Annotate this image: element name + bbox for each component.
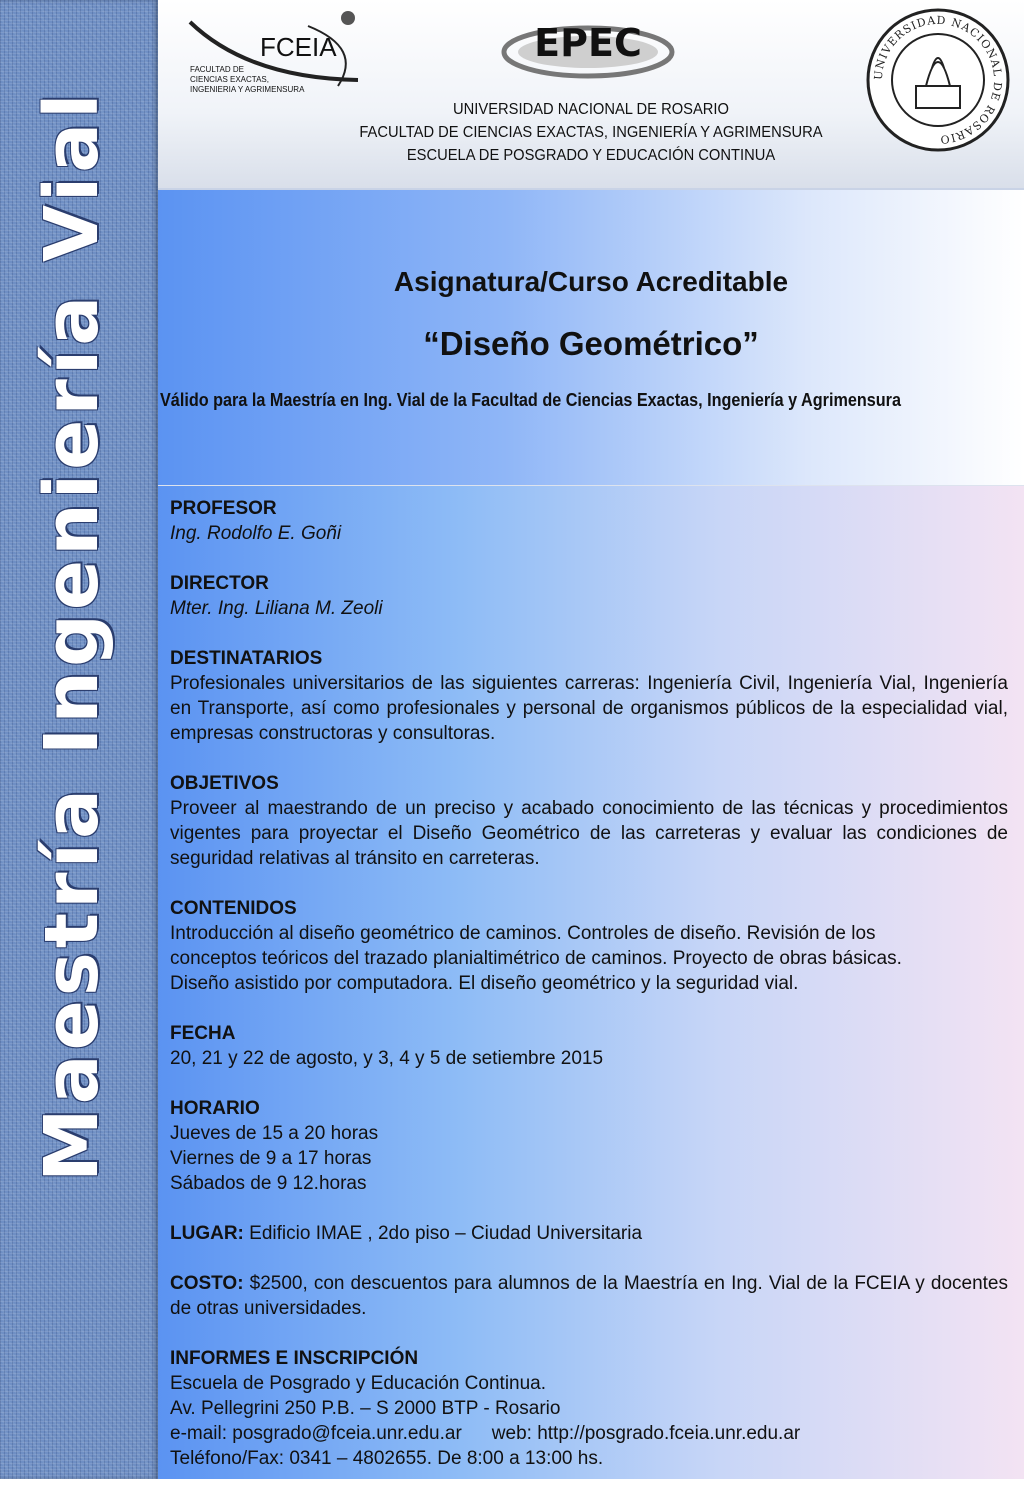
sidebar [0,0,158,1479]
course-type: Asignatura/Curso Acreditable [393,266,789,297]
email-link[interactable]: e-mail: posgrado@fceia.unr.edu.ar [170,1423,462,1444]
section-title: DIRECTOR [170,573,269,594]
institution-header [193,98,990,167]
svg-text:INGENIERIA Y AGRIMENSURA: INGENIERIA Y AGRIMENSURA [190,85,305,94]
section-objetivos [170,771,1008,871]
section-director [170,571,1008,621]
svg-text:EPEC: EPEC [534,21,642,65]
validity-note: Válido para la Maestría en Ing. Vial de la Facultad de Ciencias Exactas, Ingeniería y Agrimensura [160,390,901,410]
course-name: “Diseño Geométrico” [423,325,759,362]
profesor-name: Ing. Rodolfo E. Goñi [170,523,342,544]
section-title: HORARIO [170,1098,260,1119]
web-link[interactable]: web: http://posgrado.fceia.unr.edu.ar [491,1423,801,1444]
body-area [158,486,1024,1479]
course-details [170,496,1008,1496]
section-title: FECHA [170,1023,236,1044]
institution-line-3: ESCUELA DE POSGRADO Y EDUCACIÓN CONTINUA [406,147,776,164]
horario-line: Sábados de 9 12.horas [170,1173,367,1194]
contenidos-line: Diseño asistido por computadora. El diseño geométrico y la seguridad vial. [170,973,799,994]
section-title: DESTINATARIOS [170,648,323,669]
section-contenidos [170,896,1008,996]
contenidos-line: Introducción al diseño geométrico de caminos. Controles de diseño. Revisión de los [170,923,876,944]
section-title: LUGAR: [170,1223,244,1244]
vertical-title: Maestría Ingeniería Vial [29,89,115,1182]
fceia-logo [188,8,368,98]
section-title: CONTENIDOS [170,898,297,919]
section-profesor [170,496,1008,546]
section-title: INFORMES E INSCRIPCIÓN [170,1348,419,1369]
horario-line: Viernes de 9 a 17 horas [170,1148,372,1169]
lugar-value: Edificio IMAE , 2do piso – Ciudad Universitaria [249,1223,643,1244]
section-title: OBJETIVOS [170,773,279,794]
svg-text:FACULTAD DE: FACULTAD DE [190,65,244,74]
svg-text:UNIVERSIDAD NACIONAL DE ROSARI: UNIVERSIDAD NACIONAL DE ROSARIO [871,13,1005,147]
institution-line-2: FACULTAD DE CIENCIAS EXACTAS, INGENIERÍA Y AGRIMENSURA [359,124,823,141]
section-costo [170,1271,1008,1321]
section-lugar [170,1221,1008,1246]
svg-text:CIENCIAS EXACTAS,: CIENCIAS EXACTAS, [190,75,269,84]
section-title: COSTO: [170,1273,244,1294]
institution-line-1: UNIVERSIDAD NACIONAL DE ROSARIO [453,101,729,118]
director-name: Mter. Ing. Liliana M. Zeoli [170,598,383,619]
section-fecha [170,1021,1008,1071]
title-band [158,188,1024,488]
costo-value: $2500, con descuentos para alumnos de la Maestría en Ing. Vial de la FCEIA y docentes de otras universidades. [170,1273,1008,1319]
objetivos-text: Proveer al maestrando de un preciso y acabado conocimiento de las técnicas y procedimientos vigentes para proyectar el Diseño Geométrico de las carreteras y evaluar las condiciones de seguridad relativas al tránsito en carreteras. [170,798,1008,869]
section-horario [170,1096,1008,1196]
horario-line: Jueves de 15 a 20 horas [170,1123,379,1144]
section-destinatarios [170,646,1008,746]
epec-logo [498,14,678,84]
fecha-value: 20, 21 y 22 de agosto, y 3, 4 y 5 de setiembre 2015 [170,1048,604,1069]
contenidos-line: conceptos teóricos del trazado planialtimétrico de caminos. Proyecto de obras básicas. [170,948,902,969]
informes-line: Escuela de Posgrado y Educación Continua. [170,1373,547,1394]
contact-line [170,1421,1008,1446]
section-informes [170,1346,1008,1471]
phone-line: Teléfono/Fax: 0341 – 4802655. De 8:00 a 13:00 hs. [170,1448,604,1469]
header [158,0,1024,188]
section-title: PROFESOR [170,498,277,519]
svg-text:FCEIA: FCEIA [260,32,337,62]
informes-line: Av. Pellegrini 250 P.B. – S 2000 BTP - Rosario [170,1398,561,1419]
destinatarios-text: Profesionales universitarios de las siguientes carreras: Ingeniería Civil, Ingeniería Vial, Ingeniería en Transporte, así como profesionales y personal de organismos públicos de la especialidad vial, empresas constructoras y consultoras. [170,673,1008,744]
